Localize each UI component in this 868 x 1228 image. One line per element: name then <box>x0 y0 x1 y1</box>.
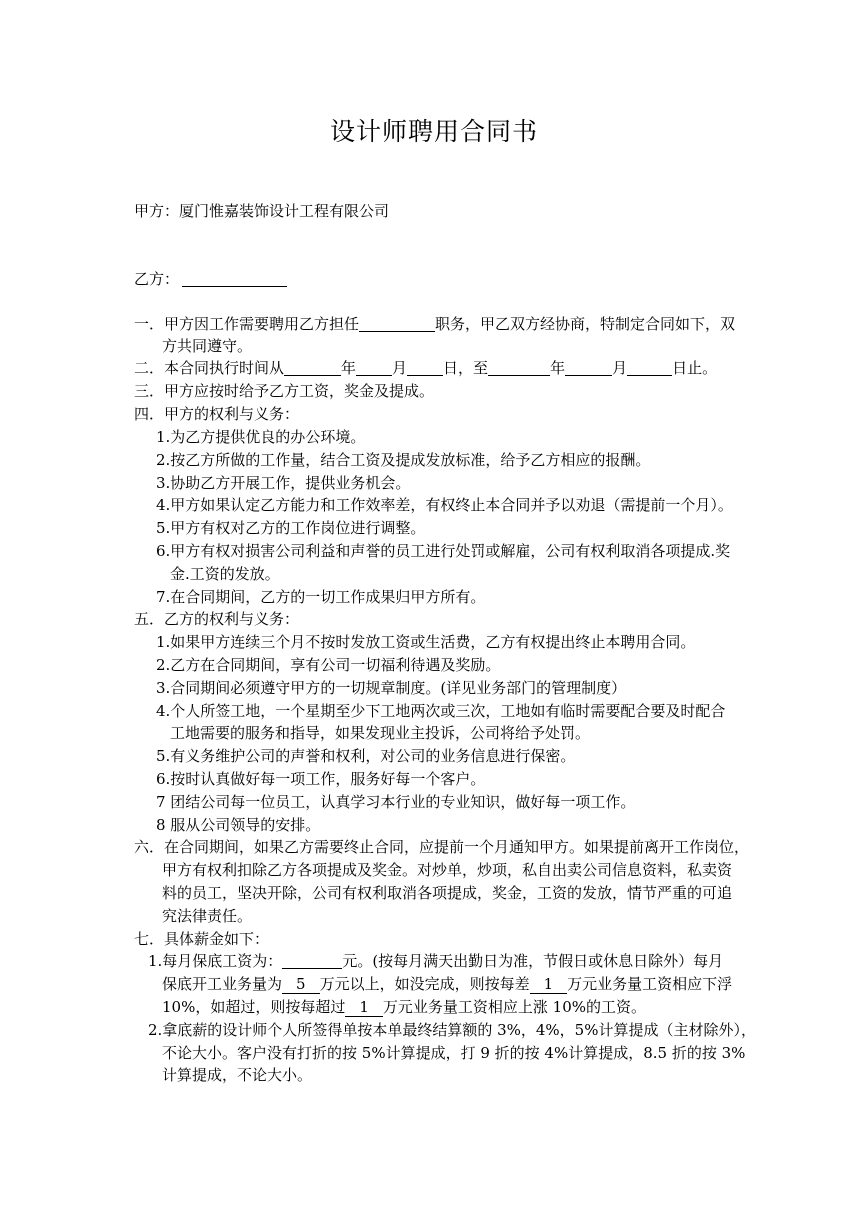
clause-7-2-line-1: 2.拿底薪的设计师个人所签得单按本单最终结算额的 3%，4%，5%计算提成（主材除外）， <box>148 1021 756 1039</box>
clause-2: 二．本合同执行时间从 年 月 日，至 年 月 日止。 <box>134 359 718 377</box>
clause-5-7: 7 团结公司每一位员工，认真学习本行业的专业知识，做好每一项工作。 <box>156 793 636 811</box>
clause-4-2: 2.按乙方所做的工作量，结合工资及提成发放标准，给予乙方相应的报酬。 <box>156 451 651 469</box>
clause-6-line-2: 甲方有权利扣除乙方各项提成及奖金。对炒单，炒项，私自出卖公司信息资料，私卖资 <box>162 861 733 879</box>
clause-4-3: 3.协助乙方开展工作，提供业务机会。 <box>156 474 411 492</box>
clause-4-4: 4.甲方如果认定乙方能力和工作效率差，有权终止本合同并予以劝退（需提前一个月）。 <box>156 496 733 514</box>
clause-6-line-3: 料的员工，坚决开除，公司有权利取消各项提成，奖金，工资的发放，情节严重的可追 <box>162 884 733 902</box>
clause-5-2: 2.乙方在合同期间，享有公司一切福利待遇及奖励。 <box>156 656 501 674</box>
clause-7-1-line-2: 保底开工业务量为 5 万元以上，如没完成，则按每差 1 万元业务量工资相应下浮 <box>162 975 733 993</box>
clause-7-1-line-3: 10%，如超过，则按每超过 1 万元业务量工资相应上涨 10%的工资。 <box>162 998 647 1016</box>
page-title: 设计师聘用合同书 <box>329 117 538 146</box>
clause-5-4-line-1: 4.个人所签工地，一个星期至少下工地两次或三次，工地如有临时需要配合要及时配合 <box>156 702 726 720</box>
clause-4-6-line-1: 6.甲方有权对损害公司利益和声誉的员工进行处罚或解雇，公司有权利取消各项提成.奖 <box>156 542 731 560</box>
party-b <box>134 268 287 289</box>
clause-1-line-2: 方共同遵守。 <box>162 337 253 355</box>
clause-5-8: 8 服从公司领导的安排。 <box>156 816 321 834</box>
clause-5-3: 3.合同期间必须遵守甲方的一切规章制度。(详见业务部门的管理制度） <box>156 679 627 697</box>
clause-4: 四．甲方的权利与义务： <box>134 405 300 423</box>
clause-6-line-1: 六．在合同期间，如果乙方需要终止合同，应提前一个月通知甲方。如果提前离开工作岗位， <box>134 838 750 856</box>
party-a: 甲方：厦门惟嘉装饰设计工程有限公司 <box>134 202 390 220</box>
clause-4-1: 1.为乙方提供优良的办公环境。 <box>156 428 366 446</box>
clause-7-2-line-3: 计算提成，不论大小。 <box>162 1066 313 1084</box>
clause-7: 七．具体薪金如下： <box>134 930 270 948</box>
party-b-blank <box>182 270 287 287</box>
clause-5-1: 1.如果甲方连续三个月不按时发放工资或生活费，乙方有权提出终止本聘用合同。 <box>156 633 696 651</box>
position-blank <box>359 315 435 332</box>
clause-4-6-line-2: 金.工资的发放。 <box>170 565 280 583</box>
clause-1-line-1: 一．甲方因工作需要聘用乙方担任 职务，甲乙双方经协商，特制定合同如下，双 <box>134 315 736 333</box>
clause-5: 五．乙方的权利与义务： <box>134 610 300 628</box>
clause-6-line-4: 究法律责任。 <box>162 907 253 925</box>
base-salary-blank <box>282 952 342 969</box>
party-b-label: 乙方： <box>134 270 180 288</box>
clause-3: 三．甲方应按时给予乙方工资，奖金及提成。 <box>134 382 435 400</box>
clause-4-5: 5.甲方有权对乙方的工作岗位进行调整。 <box>156 519 426 537</box>
clause-5-5: 5.有义务维护公司的声誉和权利，对公司的业务信息进行保密。 <box>156 747 576 765</box>
clause-7-1-line-1: 1.每月保底工资为： 元。(按每月满天出勤日为准，节假日或休息日除外）每月 <box>148 952 724 970</box>
clause-5-4-line-2: 工地需要的服务和指导，如果发现业主投诉，公司将给予处罚。 <box>170 724 591 742</box>
clause-4-7: 7.在合同期间，乙方的一切工作成果归甲方所有。 <box>156 588 486 606</box>
clause-7-2-line-2: 不论大小。客户没有打折的按 5%计算提成，打 9 折的按 4%计算提成，8.5 折的按 3% <box>162 1044 746 1062</box>
clause-5-6: 6.按时认真做好每一项工作，服务好每一个客户。 <box>156 770 486 788</box>
